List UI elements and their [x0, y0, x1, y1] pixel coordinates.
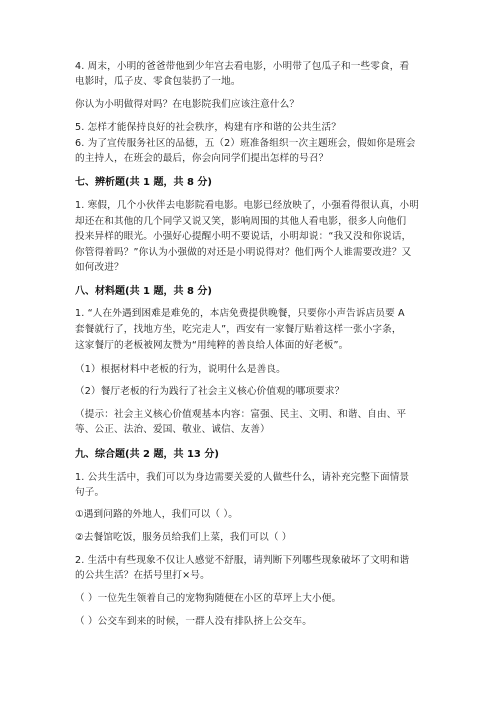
section8-line: 1. “人在外遇到困难是难免的，本店免费提供晚餐，只要你小声告诉店员要 A	[75, 308, 405, 319]
section9-q2-item-2: （ ）公交车到来的时候，一群人没有排队挤上公交车。	[75, 616, 313, 627]
section8-line: 这家餐厅的老板被网友赞为“用纯粹的善良给人体面的好老板”。	[75, 340, 349, 351]
section7-line: 却还在和其他的几个同学又说又笑，影响周围的其他人看电影，很多人向他们	[75, 216, 407, 227]
section8-line: 套餐就行了，找地方坐，吃完走人”，西安有一家餐厅贴着这样一张小字条，	[75, 324, 402, 335]
section7-line: 1. 寒假，几个小伙伴去电影院看电影。电影已经放映了，小强看得很认真，小明	[75, 200, 419, 211]
section8-hint-line-2: 等、公正、法治、爱国、敬业、诚信、友善）	[75, 424, 270, 435]
section9-q1-line-1: 1. 公共生活中，我们可以为身边需要关爱的人做些什么，请补充完整下面情景	[75, 472, 410, 483]
section9-q2-item-1: （ ）一位先生领着自己的宠物狗随便在小区的草坪上大小便。	[75, 593, 342, 604]
section9-q2-line-2: 的公共生活？在括号里打×号。	[75, 570, 210, 581]
section9-heading: 九、综合题(共 2 题，共 13 分)	[75, 449, 219, 460]
q4-question: 你认为小明做得对吗？在电影院我们应该注意什么？	[75, 99, 300, 110]
section7-line: 投来异样的眼光。小强好心提醒小明不要说话，小明却说：“我又没和你说话，	[75, 231, 412, 242]
q4-line-1: 4. 周末，小明的爸爸带他到少年宫去看电影，小明带了包瓜子和一些零食，看	[75, 61, 410, 72]
q5-line-1: 5. 怎样才能保持良好的社会秩序，构建有序和谐的公共生活？	[75, 122, 341, 133]
section7-heading: 七、辨析题(共 1 题，共 8 分)	[75, 177, 212, 188]
q6-line-1: 6. 为了宣传服务社区的品德，五（2）班准备组织一次主题班会，假如你是班会	[75, 138, 416, 149]
section8-hint-line-1: （提示：社会主义核心价值观基本内容：富强、民主、文明、和谐、自由、平	[75, 409, 407, 420]
q6-line-2: 的主持人，在班会的最后，你会向同学们提出怎样的号召？	[75, 153, 329, 164]
section8-heading: 八、材料题(共 1 题，共 8 分)	[75, 286, 212, 297]
section8-sub-question-2: （2）餐厅老板的行为践行了社会主义核心价值观的哪项要求？	[75, 386, 345, 397]
section7-line: 你管得着吗？”你认为小强做的对还是小明说得对？他们两个人谁需要改进？又	[75, 247, 412, 258]
section9-q1-line-2: 句子。	[75, 487, 105, 498]
section7-line: 如何改进？	[75, 262, 124, 273]
section8-sub-question-1: （1）根据材料中老板的行为，说明什么是善良。	[75, 364, 286, 375]
section9-q1-item-2: ②去餐馆吃饭，服务员给我们上菜，我们可以（ ）	[75, 532, 292, 543]
section9-q2-line-1: 2. 生活中有些现象不仅让人感觉不舒服，请判断下列哪些现象破坏了文明和谐	[75, 555, 410, 566]
q4-line-2: 电影时，瓜子皮、零食包装扔了一地。	[75, 76, 241, 87]
section9-q1-item-1: ①遇到问路的外地人，我们可以（ ）。	[75, 509, 239, 520]
